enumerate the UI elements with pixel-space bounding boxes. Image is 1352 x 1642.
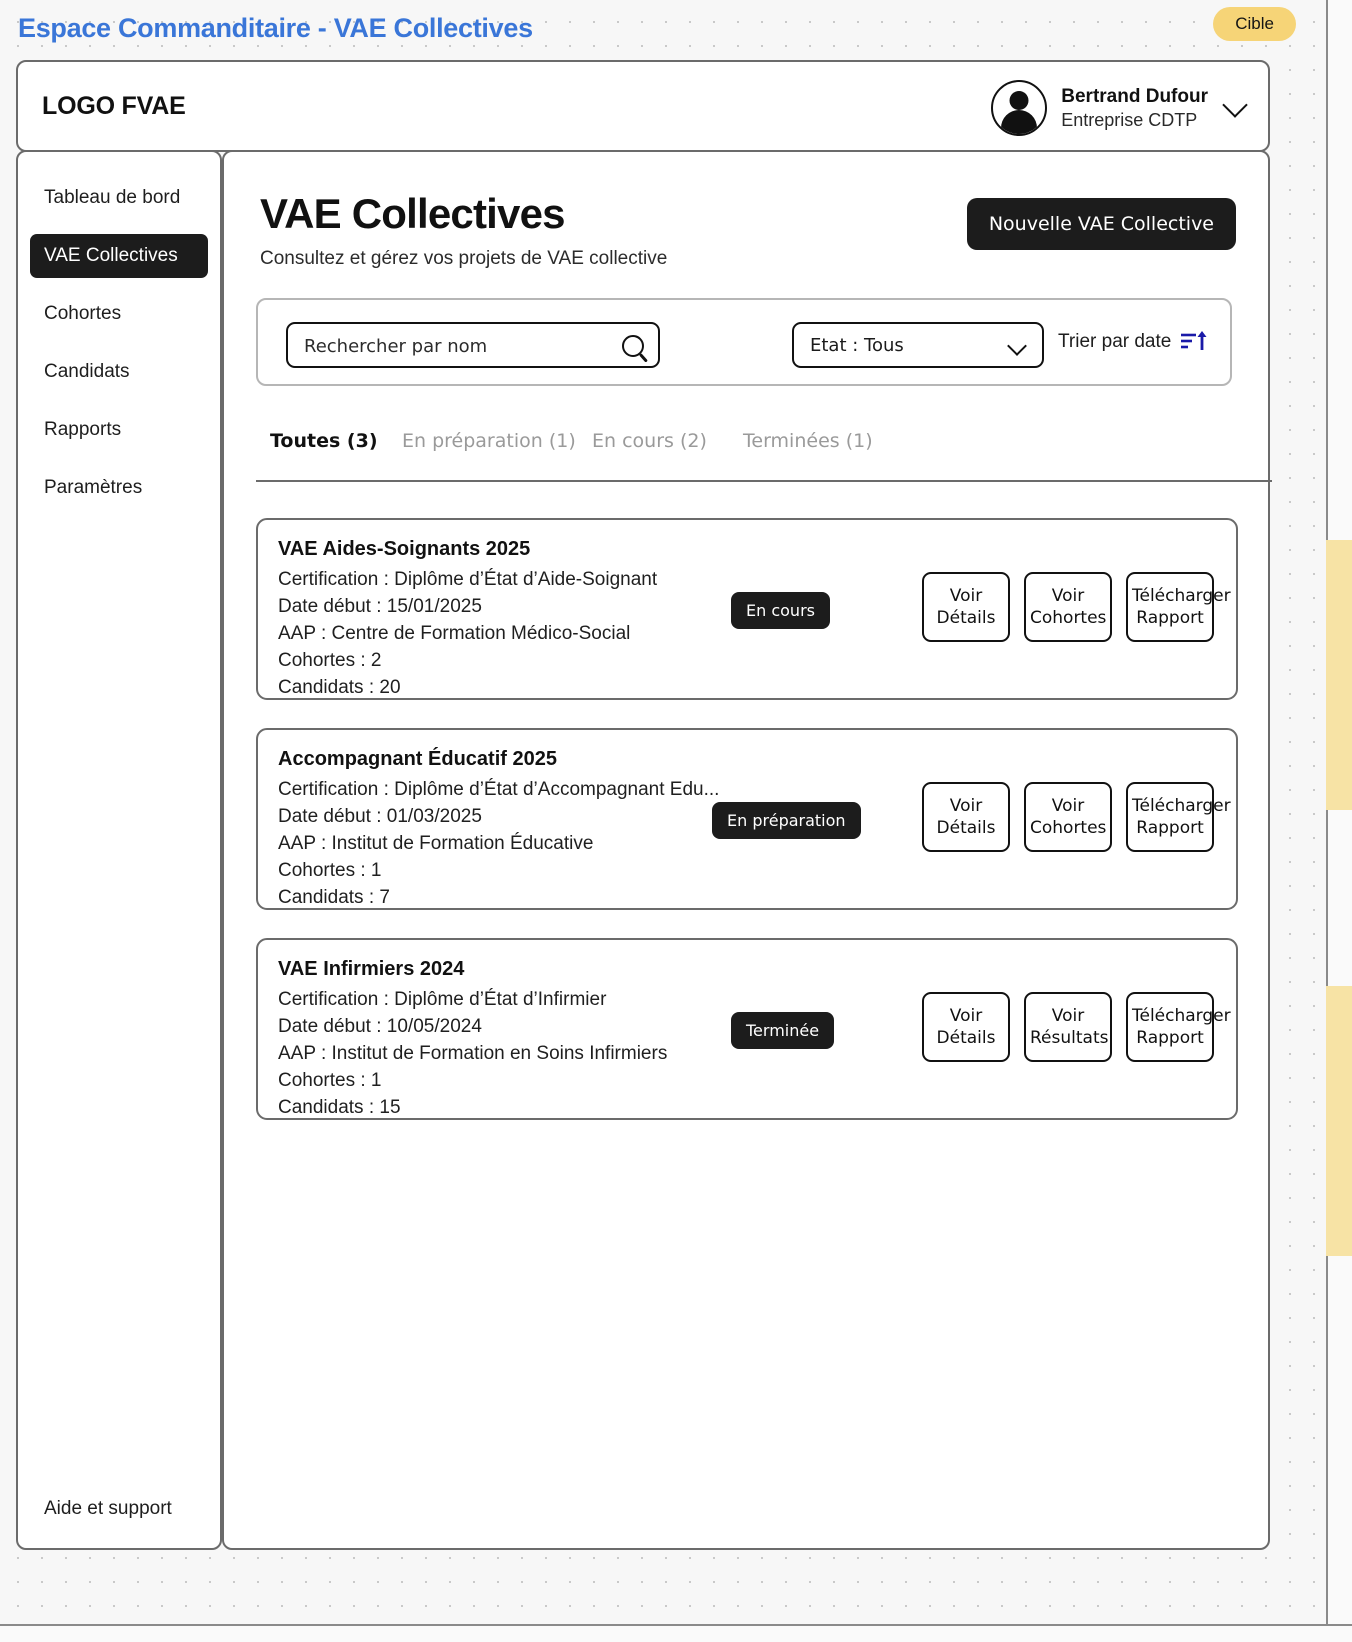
sort-label: Trier par date — [1058, 331, 1172, 352]
button-line-2: Détails — [936, 818, 996, 839]
state-filter-value: Etat : Tous — [810, 335, 904, 356]
card-candidats-count: Candidats : 15 — [278, 1096, 401, 1118]
vae-collective-card[interactable] — [256, 938, 1238, 1120]
telecharger-rapport-button[interactable] — [1126, 992, 1231, 1062]
voir-details-button[interactable] — [922, 782, 1010, 852]
card-action-group — [922, 992, 1231, 1062]
status-badge: En préparation — [712, 802, 861, 839]
button-line-1: Télécharger — [1132, 1006, 1231, 1026]
button-line-2: Rapport — [1136, 818, 1204, 839]
tab-en-cours[interactable]: En cours (2) — [592, 430, 707, 452]
vae-collective-card[interactable] — [256, 518, 1238, 700]
card-action-group — [922, 572, 1231, 642]
card-certification: Certification : Diplôme d’État d’Infirmier — [278, 989, 607, 1010]
page-header — [260, 190, 1236, 270]
voir-details-button[interactable] — [922, 992, 1010, 1062]
card-start-date: Date début : 01/03/2025 — [278, 805, 482, 827]
card-aap: AAP : Centre de Formation Médico-Social — [278, 622, 631, 644]
state-filter-select[interactable] — [792, 322, 1044, 368]
card-aap: AAP : Institut de Formation Éducative — [278, 832, 594, 854]
cible-badge[interactable]: Cible — [1213, 7, 1296, 41]
page-title-banner: Espace Commanditaire - VAE Collectives — [18, 13, 533, 43]
status-badge: En cours — [731, 592, 830, 629]
sidebar-help-support[interactable]: Aide et support — [44, 1498, 172, 1519]
voir-cohortes-button[interactable] — [1024, 782, 1112, 852]
sidebar-item-candidats[interactable]: Candidats — [44, 361, 130, 382]
new-vae-collective-button[interactable]: Nouvelle VAE Collective — [967, 198, 1236, 250]
sidebar-item-tableau-de-bord[interactable]: Tableau de bord — [44, 187, 181, 208]
tab-terminees[interactable]: Terminées (1) — [743, 430, 873, 452]
card-title: Accompagnant Éducatif 2025 — [278, 748, 557, 770]
filter-toolbar — [256, 298, 1232, 386]
card-info — [278, 748, 719, 912]
user-avatar-icon — [991, 80, 1047, 136]
search-icon[interactable] — [622, 335, 644, 357]
button-line-1: Télécharger — [1132, 586, 1231, 606]
user-name: Bertrand Dufour — [1061, 85, 1208, 107]
telecharger-rapport-button[interactable] — [1126, 782, 1231, 852]
vae-collective-list — [256, 518, 1238, 1148]
sort-ascending-icon[interactable] — [1180, 330, 1208, 354]
search-field-wrapper[interactable] — [286, 322, 660, 368]
card-cohortes-count: Cohortes : 1 — [278, 1069, 382, 1091]
edge-highlight-marker — [1326, 986, 1352, 1256]
card-certification: Certification : Diplôme d’État d’Aide-Soignant — [278, 569, 658, 590]
status-badge: Terminée — [731, 1012, 834, 1049]
voir-cohortes-button[interactable] — [1024, 572, 1112, 642]
sidebar-item-vae-collectives[interactable]: VAE Collectives — [30, 234, 208, 278]
button-line-2: Détails — [936, 608, 996, 629]
button-line-1: Voir — [1051, 1006, 1085, 1026]
card-cohortes-count: Cohortes : 2 — [278, 649, 382, 671]
vae-collective-card[interactable] — [256, 728, 1238, 910]
app-header — [16, 60, 1270, 152]
sidebar-nav — [18, 176, 220, 524]
button-line-2: Cohortes — [1030, 818, 1107, 839]
voir-resultats-button[interactable] — [1024, 992, 1112, 1062]
card-title: VAE Infirmiers 2024 — [278, 958, 465, 980]
tab-en-preparation[interactable]: En préparation (1) — [402, 430, 576, 452]
button-line-1: Voir — [1051, 796, 1085, 816]
sidebar — [16, 150, 222, 1550]
page-subtitle: Consultez et gérez vos projets de VAE collective — [260, 248, 668, 269]
page-title: VAE Collectives — [260, 190, 565, 237]
card-certification: Certification : Diplôme d’État d’Accompagnant Edu... — [278, 779, 720, 800]
sidebar-item-parametres[interactable]: Paramètres — [44, 477, 143, 498]
user-menu[interactable] — [991, 80, 1244, 136]
button-line-2: Cohortes — [1030, 608, 1107, 629]
voir-details-button[interactable] — [922, 572, 1010, 642]
chevron-down-icon[interactable] — [1222, 92, 1247, 117]
card-action-group — [922, 782, 1231, 852]
app-logo: LOGO FVAE — [42, 92, 186, 120]
sidebar-item-rapports[interactable]: Rapports — [44, 419, 122, 440]
sidebar-item-cohortes[interactable]: Cohortes — [44, 303, 122, 324]
edge-highlight-marker — [1326, 540, 1352, 810]
search-input[interactable] — [302, 324, 616, 368]
button-line-1: Voir — [949, 586, 983, 606]
tab-toutes[interactable]: Toutes (3) — [270, 430, 378, 452]
status-tabs — [256, 430, 1272, 482]
user-organisation: Entreprise CDTP — [1061, 109, 1198, 130]
card-info — [278, 958, 667, 1122]
button-line-2: Rapport — [1136, 1028, 1204, 1049]
canvas-title-strip — [0, 0, 1352, 58]
bottom-rail — [0, 1624, 1352, 1642]
card-start-date: Date début : 10/05/2024 — [278, 1015, 482, 1037]
sort-by-date-control[interactable] — [1058, 330, 1208, 354]
button-line-1: Voir — [1051, 586, 1085, 606]
card-cohortes-count: Cohortes : 1 — [278, 859, 382, 881]
card-start-date: Date début : 15/01/2025 — [278, 595, 482, 617]
button-line-2: Rapport — [1136, 608, 1204, 629]
right-scroll-rail[interactable] — [1326, 0, 1352, 1642]
telecharger-rapport-button[interactable] — [1126, 572, 1231, 642]
card-info — [278, 538, 657, 702]
card-title: VAE Aides-Soignants 2025 — [278, 538, 531, 560]
button-line-2: Résultats — [1030, 1028, 1109, 1049]
button-line-1: Télécharger — [1132, 796, 1231, 816]
chevron-down-icon[interactable] — [1007, 336, 1027, 356]
card-aap: AAP : Institut de Formation en Soins Infirmiers — [278, 1042, 668, 1064]
button-line-2: Détails — [936, 1028, 996, 1049]
button-line-1: Voir — [949, 1006, 983, 1026]
card-candidats-count: Candidats : 20 — [278, 676, 401, 698]
button-line-1: Voir — [949, 796, 983, 816]
card-candidats-count: Candidats : 7 — [278, 886, 390, 908]
